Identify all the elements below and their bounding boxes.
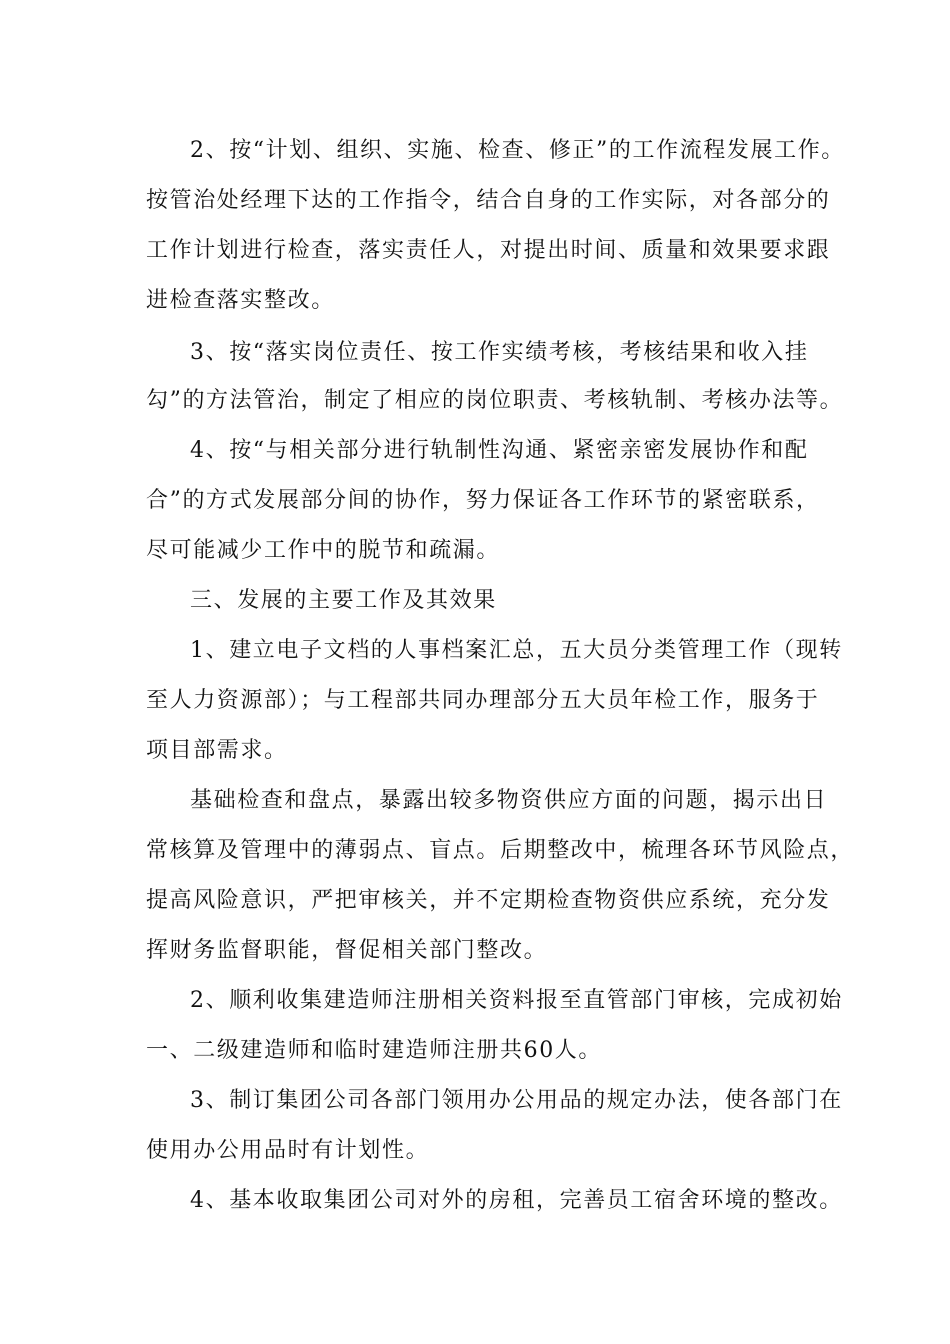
text-line: 1、建立电子文档的人事档案汇总，五大员分类管理工作（现转 xyxy=(190,638,843,663)
text-line: 3、按“落实岗位责任、按工作实绩考核，考核结果和收入挂 xyxy=(190,340,809,365)
text-line: 勾”的方法管治，制定了相应的岗位职责、考核轨制、考核办法等。 xyxy=(146,388,844,413)
text-line: 4、基本收取集团公司对外的房租，完善员工宿舍环境的整改。 xyxy=(190,1188,843,1213)
text-line: 进检查落实整改。 xyxy=(146,288,335,313)
section-heading: 三、发展的主要工作及其效果 xyxy=(190,588,497,613)
text-line: 按管治处经理下达的工作指令，结合自身的工作实际，对各部分的 xyxy=(146,188,831,213)
text-line: 3、制订集团公司各部门领用办公用品的规定办法，使各部门在 xyxy=(190,1088,843,1113)
text-line: 一、二级建造师和临时建造师注册共60人。 xyxy=(146,1038,602,1063)
text-line: 常核算及管理中的薄弱点、盲点。后期整改中，梳理各环节风险点， xyxy=(146,838,855,863)
text-line: 4、按“与相关部分进行轨制性沟通、紧密亲密发展协作和配 xyxy=(190,438,809,463)
text-line: 使用办公用品时有计划性。 xyxy=(146,1138,430,1163)
text-line: 项目部需求。 xyxy=(146,738,288,763)
text-line: 至人力资源部）；与工程部共同办理部分五大员年检工作，服务于 xyxy=(146,688,820,713)
text-line: 挥财务监督职能，督促相关部门整改。 xyxy=(146,938,548,963)
text-line: 2、按“计划、组织、实施、检查、修正”的工作流程发展工作。 xyxy=(190,138,845,163)
text-line: 尽可能减少工作中的脱节和疏漏。 xyxy=(146,538,501,563)
text-line: 基础检查和盘点，暴露出较多物资供应方面的问题，揭示出日 xyxy=(190,788,828,813)
text-line: 工作计划进行检查，落实责任人，对提出时间、质量和效果要求跟 xyxy=(146,238,831,263)
text-line: 2、顺利收集建造师注册相关资料报至直管部门审核，完成初始 xyxy=(190,988,843,1013)
text-line: 合”的方式发展部分间的协作，努力保证各工作环节的紧密联系， xyxy=(146,488,820,513)
text-line: 提高风险意识，严把审核关，并不定期检查物资供应系统，充分发 xyxy=(146,888,831,913)
